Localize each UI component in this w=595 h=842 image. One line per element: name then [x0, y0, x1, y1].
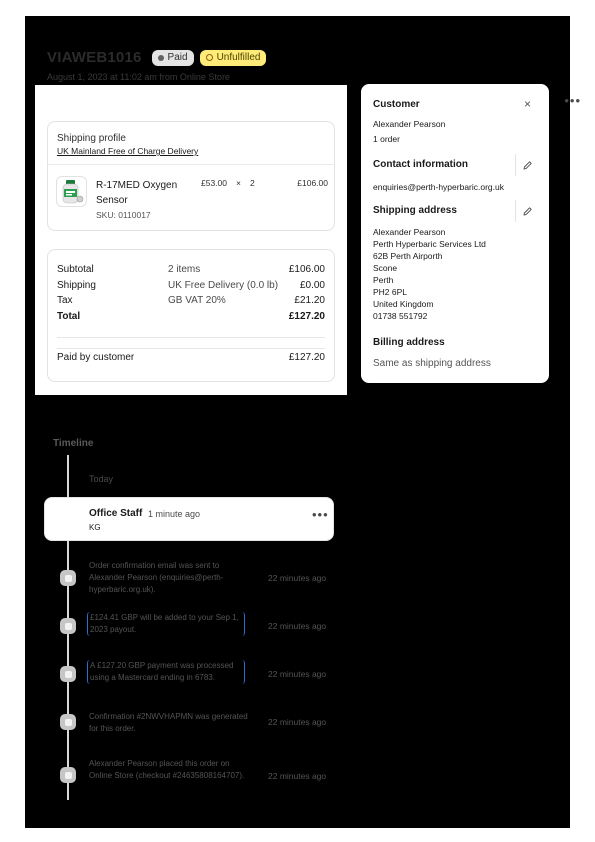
payment-status-label: Paid — [167, 52, 188, 63]
shipping-value: £0.00 — [299, 280, 325, 291]
comment-author: Office Staff — [89, 508, 143, 519]
sensor-bottle-icon — [57, 177, 87, 207]
timeline-event-text: Order confirmation email was sent to Alexander Pearson (enquiries@perth-hyperbaric.org.uk). — [89, 561, 224, 594]
shipping-method: UK Free Delivery (0.0 lb) — [168, 280, 279, 291]
payment-status-badge — [152, 50, 194, 66]
address-line: Scone — [373, 263, 398, 273]
total-label: Total — [57, 311, 81, 322]
timeline-event-text: Confirmation #2NWVHAPMN was generated for this order. — [89, 712, 248, 733]
address-phone: 01738 551792 — [373, 311, 428, 321]
unfulfilled-ring-icon — [206, 54, 213, 61]
timeline-event-time: 22 minutes ago — [268, 669, 327, 679]
order-subtitle: August 1, 2023 at 11:02 am from Online Store — [47, 72, 230, 82]
order-header — [47, 49, 266, 66]
subtotal-row — [57, 264, 325, 278]
comment-body: KG — [89, 523, 101, 532]
timeline-event-dot-icon — [60, 767, 76, 783]
address-line: Perth — [373, 275, 394, 285]
product-line-total: £106.00 — [297, 178, 328, 188]
comment-more-actions-icon[interactable]: ••• — [312, 507, 329, 522]
timeline-event-time: 22 minutes ago — [268, 573, 327, 583]
staff-comment-card — [44, 497, 334, 541]
tax-row — [57, 295, 325, 309]
product-sku: SKU: 0110017 — [96, 210, 151, 220]
shipping-profile-link[interactable]: UK Mainland Free of Charge Delivery — [57, 146, 199, 156]
comment-time: 1 minute ago — [148, 509, 201, 519]
order-more-actions-icon[interactable]: ••• — [564, 93, 581, 108]
product-image[interactable] — [56, 176, 87, 207]
total-value: £127.20 — [288, 311, 325, 322]
tax-value: £21.20 — [294, 295, 325, 306]
billing-address-title: Billing address — [373, 337, 445, 348]
shipping-address-title: Shipping address — [373, 205, 457, 216]
address-line: Alexander Pearson — [373, 227, 446, 237]
subtotal-value: £106.00 — [288, 264, 325, 275]
fulfillment-status-badge — [200, 50, 267, 66]
tax-rate: GB VAT 20% — [168, 295, 226, 306]
timeline-event-time: 22 minutes ago — [268, 717, 327, 727]
timeline-event-time: 22 minutes ago — [268, 621, 327, 631]
timeline-event-dot-icon — [60, 618, 76, 634]
product-unit-price: £53.00 — [201, 178, 227, 188]
address-line: 62B Perth Airporth — [373, 251, 443, 261]
contact-info-title: Contact information — [373, 159, 468, 170]
timeline-event-dot-icon — [60, 570, 76, 586]
tax-label: Tax — [57, 295, 73, 306]
timeline-event-dot-icon — [60, 666, 76, 682]
close-icon[interactable]: × — [524, 97, 532, 111]
shipping-label: Shipping — [57, 280, 96, 291]
timeline-event-text: Alexander Pearson placed this order on Online Store (checkout #24635808164707). — [89, 759, 245, 780]
divider — [47, 164, 335, 165]
timeline-event-dot-icon — [60, 714, 76, 730]
product-quantity: 2 — [250, 178, 255, 188]
timeline-title: Timeline — [53, 438, 94, 449]
edit-contact-button[interactable] — [515, 154, 539, 176]
pencil-icon — [522, 160, 533, 171]
total-row — [57, 311, 325, 325]
paid-by-customer-row — [57, 352, 325, 366]
subtotal-label: Subtotal — [57, 264, 94, 275]
divider — [57, 348, 325, 349]
shipping-row — [57, 280, 325, 294]
divider — [57, 337, 325, 338]
shipping-profile-label: Shipping profile — [57, 133, 126, 144]
customer-title: Customer — [373, 99, 420, 110]
paid-by-customer-value: £127.20 — [288, 352, 325, 363]
edit-shipping-address-button[interactable] — [515, 200, 539, 222]
multiply-sign: × — [236, 178, 241, 188]
paid-by-customer-label: Paid by customer — [57, 352, 135, 363]
timeline-event-text[interactable]: A £127.20 GBP payment was processed using a Mastercard ending in 6783. — [87, 660, 245, 684]
address-line: United Kingdom — [373, 299, 434, 309]
timeline-event-time: 22 minutes ago — [268, 771, 327, 781]
customer-order-count-link[interactable]: 1 order — [373, 134, 400, 144]
billing-address-same: Same as shipping address — [373, 358, 491, 369]
timeline-event-text[interactable]: £124.41 GBP will be added to your Sep 1, 2023 payout. — [87, 612, 245, 636]
fulfillment-status-label: Unfulfilled — [216, 52, 261, 63]
product-name-link[interactable]: R-17MED Oxygen Sensor — [96, 180, 178, 206]
timeline-date-heading: Today — [89, 474, 114, 484]
order-id: VIAWEB1016 — [47, 49, 142, 66]
paid-dot-icon — [158, 55, 164, 61]
customer-email[interactable]: enquiries@perth-hyperbaric.org.uk — [373, 182, 504, 192]
subtotal-items: 2 items — [168, 264, 201, 275]
address-line: Perth Hyperbaric Services Ltd — [373, 239, 486, 249]
address-line: PH2 6PL — [373, 287, 408, 297]
customer-name-link[interactable]: Alexander Pearson — [373, 119, 446, 129]
pencil-icon — [522, 206, 533, 217]
